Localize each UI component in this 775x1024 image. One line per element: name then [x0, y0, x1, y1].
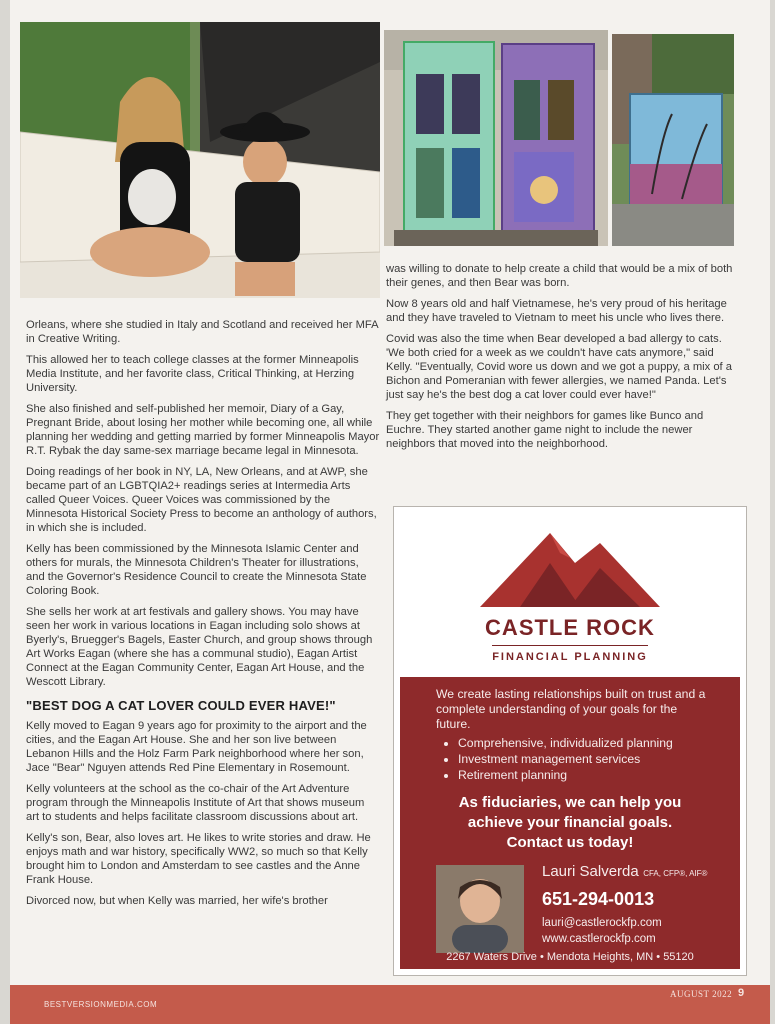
advisor-name: Lauri Salverda	[542, 863, 639, 880]
family-hammock-photo	[20, 22, 380, 298]
ad-info-panel	[400, 677, 740, 969]
article-paragraph: Covid was also the time when Bear developed a bad allergy to cats. 'We both cried for a week as we couldn't have cats anymore," said Kelly. "Eventually, Covid wore us down and we got a puppy, a mix of a Bichon and Pomeranian with fewer allergies, we named Panda. Let's just say he's the best dog a cat lover could ever have!"	[386, 333, 732, 401]
ad-service-item: • Comprehensive, individualized planning	[458, 735, 673, 751]
article-paragraph: Kelly volunteers at the school as the co-chair of the Art Adventure program through the Minneapolis Institute of Art that shows museum art to students and helps facilitate classroom discussions about art.	[26, 783, 365, 823]
article-paragraph: Now 8 years old and half Vietnamese, he's very proud of his heritage and they have traveled to Vietnam to meet his uncle who lives there.	[386, 298, 727, 324]
magazine-page	[10, 0, 770, 1024]
article-paragraph: Kelly moved to Eagan 9 years ago for proximity to the airport and the cities, and the Eagan Art House. She and her son live between Lebanon Hills and the Holz Farm Park neighborhood where her son, Jace "Bear" Nguyen attends Red Pine Elementary in Rosemount.	[26, 720, 367, 774]
advisor-website[interactable]: www.castlerockfp.com	[542, 933, 656, 945]
advisor-portrait	[436, 865, 524, 953]
article-paragraph: She also finished and self-published her memoir, Diary of a Gay, Pregnant Bride, about losing her mother while becoming one, all while planning her wedding and getting married by former Minneapolis Mayor R.T. Rybak the day same-sex marriage became legal in Minnesota.	[26, 403, 380, 457]
cta-line: achieve your financial goals.	[467, 814, 673, 831]
footer-site[interactable]: BESTVERSIONMEDIA.COM	[44, 1000, 158, 1009]
article-paragraph: Divorced now, but when Kelly was married, her wife's brother	[26, 895, 328, 907]
brand-divider	[492, 645, 648, 646]
painted-doors-photo	[384, 30, 608, 246]
ad-logo-area	[400, 513, 740, 677]
ad-service-item: • Retirement planning	[458, 767, 673, 783]
advisor-phone[interactable]: 651-294-0013	[542, 889, 655, 909]
section-heading: "BEST DOG A CAT LOVER COULD EVER HAVE!"	[26, 698, 336, 713]
advisor-credentials: CFA, CFP®, AIF®	[643, 869, 708, 878]
article-paragraph: Orleans, where she studied in Italy and Scotland and received her MFA in Creative Writing.	[26, 319, 378, 345]
ad-service-item: • Investment management services	[458, 751, 673, 767]
page-footer	[10, 985, 770, 1024]
article-paragraph: This allowed her to teach college classes at the former Minneapolis Media Institute, and her favorite class, Critical Thinking, at Herzing University.	[26, 354, 359, 394]
office-address: 2267 Waters Drive • Mendota Heights, MN • 55120	[446, 951, 694, 963]
advisor-name-row	[542, 863, 707, 881]
left-article-column	[26, 318, 380, 915]
article-paragraph: Kelly's son, Bear, also loves art. He likes to write stories and draw. He enjoys math and war history, specifically WW2, so much so that Kelly brought him to London and Amsterdam to see castles and the Anne Frank House.	[26, 832, 371, 886]
brand-name: CASTLE ROCK	[485, 615, 655, 640]
advisor-email[interactable]: lauri@castlerockfp.com	[542, 917, 662, 929]
mountain-logo-icon	[480, 523, 660, 607]
article-paragraph: She sells her work at art festivals and gallery shows. You may have seen her work in various locations in Eagan including solo shows at Byerly's, Bruegger's Bagels, Easter Church, and group shows through Art Works Eagan (where she has a communal studio), Eagan Artist Connect at the Eagan Community Center, Eagan Art House, and the Wescott Library.	[26, 606, 373, 688]
ad-call-to-action	[400, 793, 740, 853]
ad-services-list	[440, 735, 673, 783]
cta-line: As fiduciaries, we can help you	[458, 794, 682, 811]
article-paragraph: Doing readings of her book in NY, LA, New Orleans, and at AWP, she became part of an LGBTQIA2+ readings series at Intermedia Arts called Queer Voices. Queer Voices was commissioned by the Minnesota Historical Society Press to become an anthology of authors, in which she is included.	[26, 466, 377, 534]
right-article-column	[386, 262, 736, 458]
article-paragraph: They get together with their neighbors for games like Bunco and Euchre. They started another game night to include the newer neighbors that moved into the neighborhood.	[386, 410, 704, 450]
ad-intro: We create lasting relationships built on trust and a complete understanding of your goals for the future.	[436, 687, 706, 731]
utility-box-mural-photo	[612, 34, 734, 246]
cta-line: Contact us today!	[506, 834, 634, 851]
page-number: 9	[738, 987, 745, 999]
article-paragraph: was willing to donate to help create a child that would be a mix of both their genes, and then Bear was born.	[386, 263, 733, 289]
footer-month: AUGUST 2022	[670, 989, 733, 999]
article-paragraph: Kelly has been commissioned by the Minnesota Islamic Center and others for murals, the Minnesota Children's Theater for illustrations, and the Governor's Residence Council to create the Minnesota State Coloring Book.	[26, 543, 367, 597]
castle-rock-advertisement[interactable]	[393, 506, 747, 976]
brand-subtitle: FINANCIAL PLANNING	[492, 651, 648, 663]
